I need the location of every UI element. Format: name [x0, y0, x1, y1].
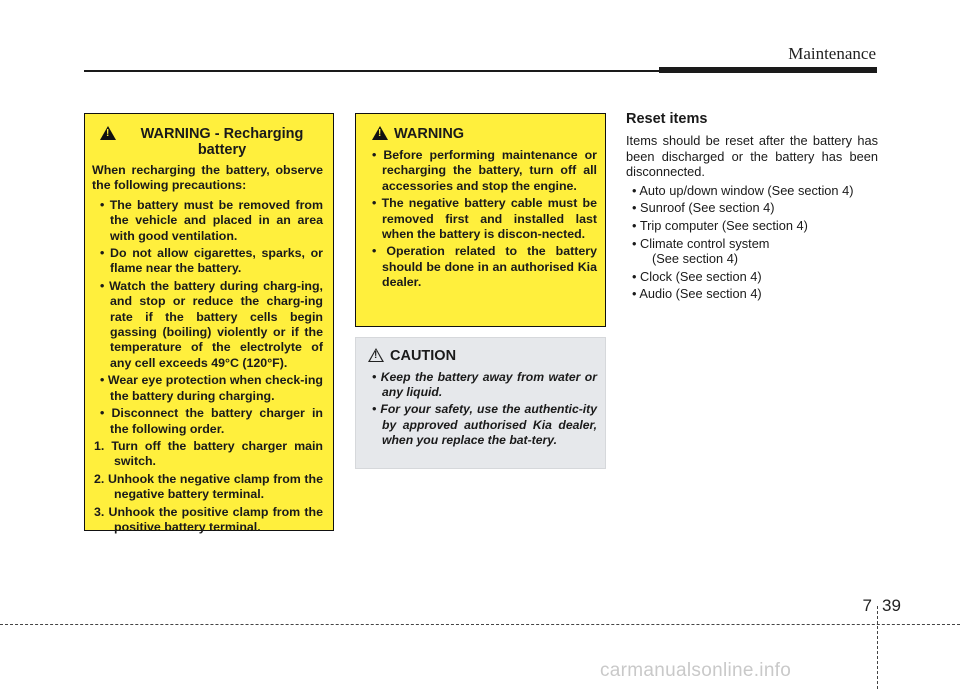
warning-recharging-step: 2. Unhook the negative clamp from the negative battery terminal.: [94, 471, 323, 502]
reset-items-section: [626, 111, 878, 304]
header-rule-thick: [659, 67, 877, 73]
warning-recharging-box: [84, 113, 334, 534]
warning-recharging-title: WARNING - Recharging: [140, 126, 304, 142]
warning-recharging-title-2: battery: [197, 142, 247, 158]
reset-item: • Clock (See section 4): [632, 268, 762, 284]
section-title: Maintenance: [788, 44, 876, 63]
caution-box: [355, 337, 606, 469]
warning-recharging-bullet: • Watch the battery during charg-ing, and stop or reduce the charg-ing rate if the battery cells begin gassing (boiling) violently or if the temperature of the electrolyte of any cell exceeds 49°C (120°F).: [100, 278, 323, 370]
warning-recharging-bullet: • Wear eye protection when check-ing the battery during charging.: [100, 373, 323, 403]
reset-item: • Audio (See section 4): [632, 286, 762, 302]
warning-recharging-step: 3. Unhook the positive clamp from the positive battery terminal.: [94, 504, 323, 534]
warning-general-box: [355, 113, 606, 327]
warning-general-bullet: • Before performing maintenance or recharging the battery, turn off all accessories and stop the engine.: [372, 148, 597, 193]
warning-recharging-header: [92, 126, 323, 158]
warning-triangle-icon: [372, 126, 388, 140]
caution-bullet: • For your safety, use the authentic-ity by approved authorised Kia dealer, when you replace the bat-tery.: [372, 402, 598, 447]
warning-recharging-intro: When recharging the battery, observe the following precautions:: [92, 163, 323, 193]
reset-items-intro: Items should be reset after the battery has been discharged or the battery has been disconnected.: [626, 133, 878, 180]
reset-item: • Auto up/down window (See section 4): [632, 182, 854, 198]
warning-general-bullet: • The negative battery cable must be removed first and installed last when the battery is discon-nected.: [372, 196, 597, 242]
footer-divider: [877, 606, 878, 689]
page-number: 39: [882, 596, 901, 615]
caution-bullet: • Keep the battery away from water or any liquid.: [372, 370, 597, 400]
warning-general-header: [364, 126, 597, 142]
caution-title: CAUTION: [390, 348, 457, 364]
header-rule-thin: [84, 70, 659, 72]
reset-items-title: Reset items: [626, 111, 708, 127]
warning-recharging-bullet: • Do not allow cigarettes, sparks, or flame near the battery.: [100, 246, 323, 276]
caution-triangle-icon: [368, 348, 384, 362]
page-chapter: 7: [862, 596, 872, 615]
warning-recharging-bullet: • The battery must be removed from the vehicle and placed in an area with good ventilation.: [100, 197, 323, 243]
watermark: carmanualsonline.info: [600, 660, 792, 681]
warning-recharging-bullet: • Disconnect the battery charger in the following order.: [100, 406, 323, 436]
reset-item: • Trip computer (See section 4): [632, 217, 808, 233]
reset-item: • Climate control system (See section 4): [632, 235, 770, 267]
footer-rule: [0, 624, 960, 625]
caution-header: [364, 348, 597, 364]
warning-general-bullet: • Operation related to the battery should be done in an authorised Kia dealer.: [372, 244, 597, 290]
warning-triangle-icon: [100, 126, 116, 140]
reset-item-sub: (See section 4): [652, 251, 739, 267]
warning-recharging-step: 1. Turn off the battery charger main switch.: [94, 438, 323, 469]
warning-general-title: WARNING: [394, 126, 465, 142]
reset-item: • Sunroof (See section 4): [632, 200, 775, 216]
